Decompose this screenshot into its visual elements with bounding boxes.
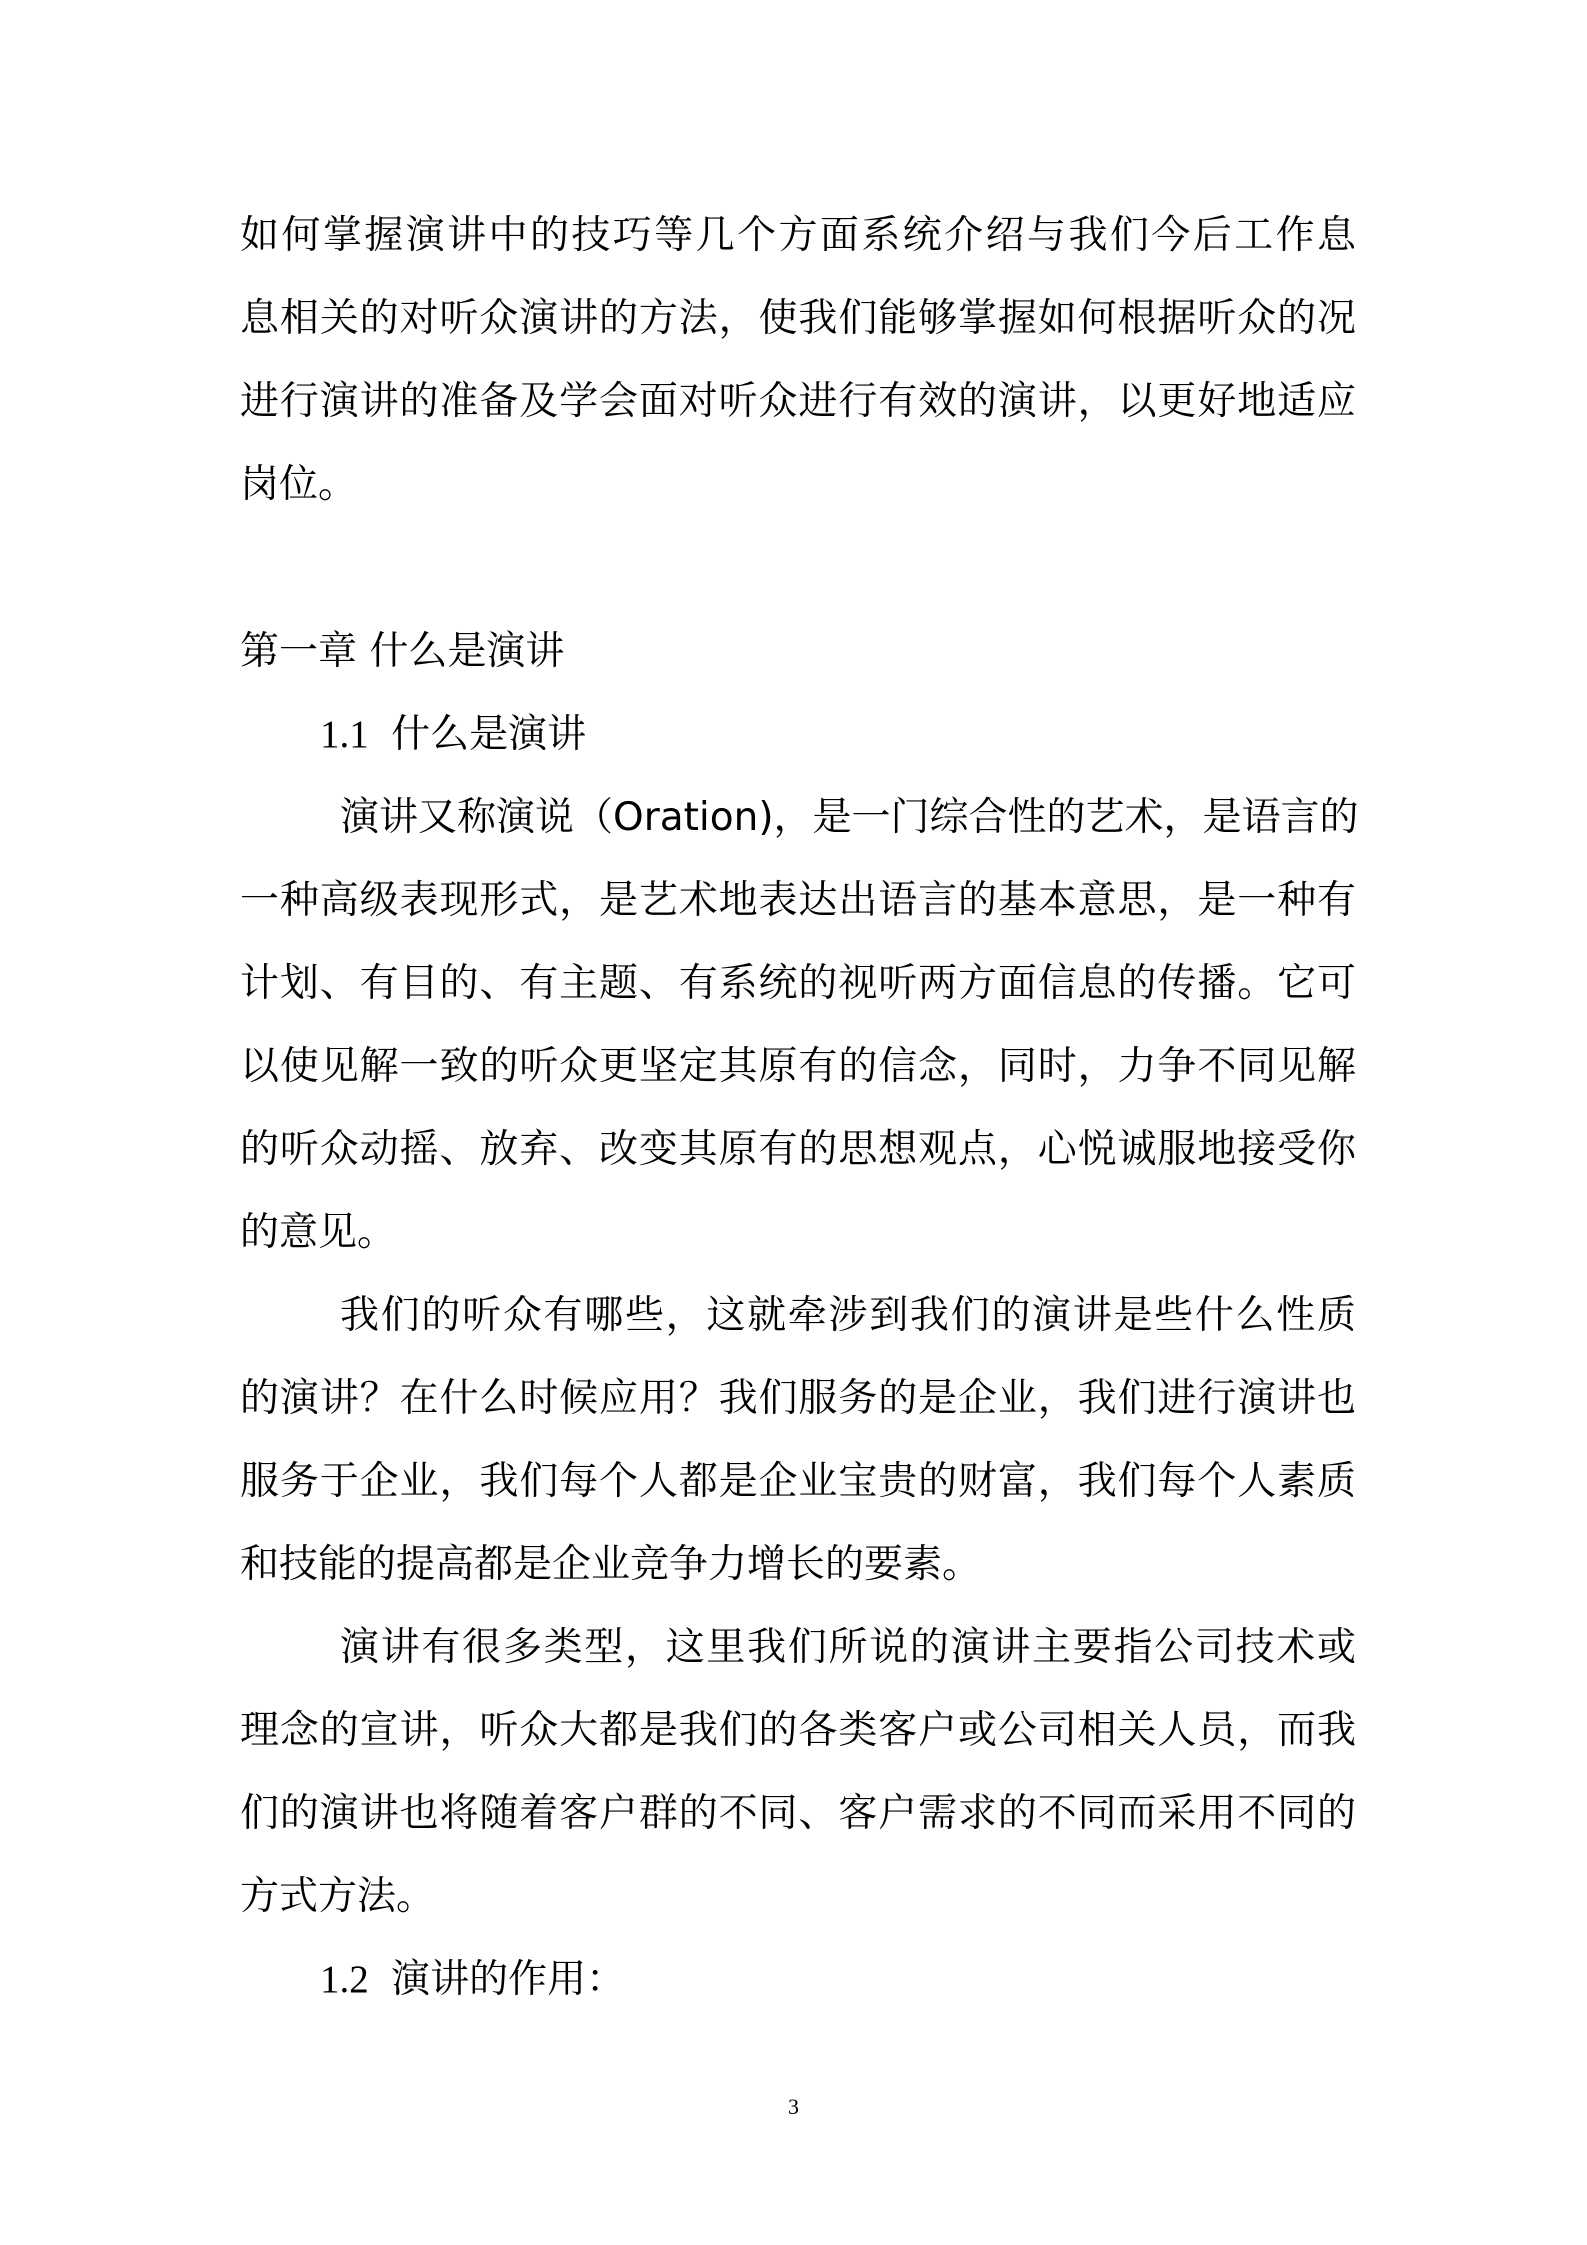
- text-line: 们的演讲也将随着客户群的不同、客户需求的不同而采用不同的: [240, 1791, 1356, 1836]
- text-line: 方式方法。: [240, 1874, 436, 1919]
- section-heading-1-1: [320, 711, 586, 759]
- text-line: 计划、有目的、有主题、有系统的视听两方面信息的传播。它可: [240, 961, 1356, 1006]
- text-line: 以使见解一致的听众更坚定其原有的信念，同时，力争不同见解: [240, 1044, 1356, 1089]
- text-line: 和技能的提高都是企业竞争力增长的要素。: [240, 1542, 982, 1587]
- section-title: 什么是演讲: [391, 712, 587, 757]
- page-number: 3: [788, 2094, 799, 2119]
- text-line: 我们的听众有哪些，这就牵涉到我们的演讲是些什么性质: [340, 1293, 1356, 1338]
- section-heading-1-2: [320, 1956, 625, 2004]
- text-line: 演讲有很多类型，这里我们所说的演讲主要指公司技术或: [340, 1625, 1356, 1670]
- section-number: 1.1: [320, 713, 369, 756]
- text-line: 的听众动摇、放弃、改变其原有的思想观点，心悦诚服地接受你: [240, 1127, 1356, 1172]
- text-line: 的演讲？在什么时候应用？我们服务的是企业，我们进行演讲也: [240, 1376, 1356, 1421]
- chapter-title: 第一章 什么是演讲: [240, 629, 565, 674]
- text-line: 服务于企业，我们每个人都是企业宝贵的财富，我们每个人素质: [240, 1459, 1356, 1504]
- text-line: 息相关的对听众演讲的方法，使我们能够掌握如何根据听众的况: [240, 296, 1356, 341]
- text-line: 的意见。: [240, 1210, 397, 1255]
- text-line: 岗位。: [240, 462, 358, 507]
- section-number: 1.2: [320, 1958, 369, 2001]
- text-line: 理念的宣讲，听众大都是我们的各类客户或公司相关人员，而我: [240, 1708, 1356, 1753]
- text-line: 如何掌握演讲中的技巧等几个方面系统介绍与我们今后工作息: [240, 213, 1356, 258]
- text-line: 一种高级表现形式，是艺术地表达出语言的基本意思，是一种有: [240, 878, 1356, 923]
- section-title: 演讲的作用：: [391, 1957, 626, 2002]
- text-line: 演讲又称演说（Oration)，是一门综合性的艺术，是语言的: [340, 795, 1359, 840]
- text-line: 进行演讲的准备及学会面对听众进行有效的演讲，以更好地适应: [240, 379, 1356, 424]
